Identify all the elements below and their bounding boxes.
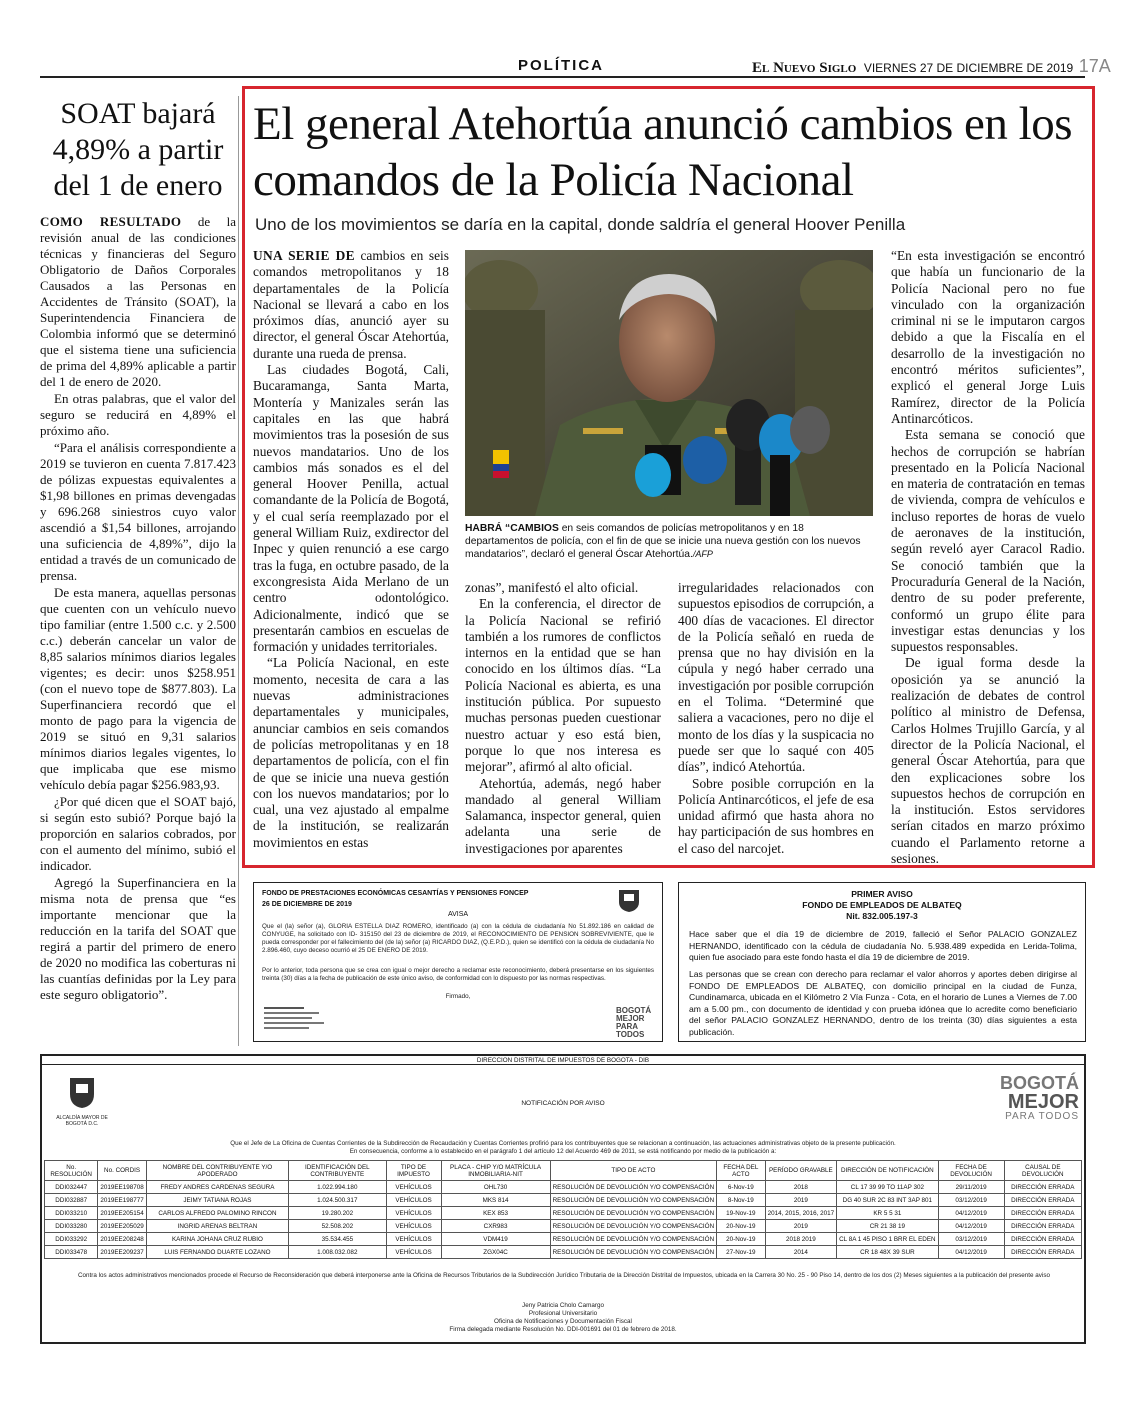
soat-body bbox=[40, 214, 236, 1004]
table-cell: DDI032887 bbox=[45, 1194, 98, 1207]
article-column-2 bbox=[465, 580, 661, 857]
table-cell: RESOLUCIÓN DE DEVOLUCIÓN Y/O COMPENSACIÓN bbox=[550, 1207, 717, 1220]
table-cell: KR 5 5 31 bbox=[837, 1207, 938, 1220]
article-paragraph: En la conferencia, el director de la Policía Nacional se refirió también a los rumores de conflictos internos en la entidad que se han conocido en los últimos días. “La Policía Nacional es abierta, es una institución pública. Por supuesto muchas personas pueden cuestionar nuestro actuar y eso está bien, porque lo que nos interesa es mejorar”, afirmó al alto oficial. bbox=[465, 596, 661, 775]
table-cell: 1.008.032.082 bbox=[289, 1246, 386, 1259]
foncep-date: 26 DE DICIEMBRE DE 2019 bbox=[262, 901, 352, 908]
table-cell: DIRECCIÓN ERRADA bbox=[1004, 1220, 1081, 1233]
table-cell: 03/12/2019 bbox=[938, 1194, 1004, 1207]
table-cell: 2018 2019 bbox=[765, 1233, 837, 1246]
article-column-3 bbox=[678, 580, 874, 857]
table-cell: 19-Nov-19 bbox=[717, 1207, 765, 1220]
table-cell: 20-Nov-19 bbox=[717, 1220, 765, 1233]
albateq-title-2: FONDO DE EMPLEADOS DE ALBATEQ bbox=[802, 900, 962, 910]
table-row bbox=[45, 1233, 1082, 1246]
table-header-cell: NOMBRE DEL CONTRIBUYENTE Y/O APODERADO bbox=[146, 1161, 288, 1181]
table-header-cell: No. RESOLUCIÓN bbox=[45, 1161, 98, 1181]
table-cell: 19.280.202 bbox=[289, 1207, 386, 1220]
table-cell: 2019EE198777 bbox=[98, 1194, 146, 1207]
notice-table-wrap bbox=[44, 1160, 1082, 1259]
article-lead: UNA SERIE DE bbox=[253, 248, 355, 263]
table-cell: RESOLUCIÓN DE DEVOLUCIÓN Y/O COMPENSACIÓN bbox=[550, 1233, 717, 1246]
soat-lead: COMO RESULTADO bbox=[40, 214, 182, 229]
table-cell: 2019EE198708 bbox=[98, 1181, 146, 1194]
table-header-cell: IDENTIFICACIÓN DEL CONTRIBUYENTE bbox=[289, 1161, 386, 1181]
table-cell: 2019EE209237 bbox=[98, 1246, 146, 1259]
signer-office: Oficina de Notificaciones y Documentación Fiscal bbox=[494, 1318, 632, 1325]
logo-mejor: MEJOR bbox=[1007, 1091, 1079, 1113]
table-body bbox=[45, 1181, 1082, 1259]
soat-paragraph: En otras palabras, que el valor del seguro se reducirá en 4,89% el próximo año. bbox=[40, 391, 236, 438]
caption-lead: HABRÁ “CAMBIOS bbox=[465, 523, 559, 534]
signer-name: Jeny Patricia Cholo Camargo bbox=[522, 1302, 604, 1309]
article-paragraph: cambios en seis comandos metropolitanos y 18 departamentales de la Policía Nacional se llevará a cabo en los próximos días, anunció ayer su director, el general Óscar Atehortúa, durante una rueda de prensa. bbox=[253, 248, 449, 361]
table-cell: RESOLUCIÓN DE DEVOLUCIÓN Y/O COMPENSACIÓN bbox=[550, 1194, 717, 1207]
table-cell: VEHÍCULOS bbox=[386, 1246, 441, 1259]
general-photo-illustration bbox=[465, 250, 873, 516]
notice-title: NOTIFICACIÓN POR AVISO bbox=[521, 1100, 605, 1107]
soat-headline: SOAT bajará 4,89% a partir del 1 de enero bbox=[52, 97, 224, 202]
article-column-4 bbox=[891, 248, 1085, 867]
notice-table bbox=[44, 1160, 1082, 1259]
article-paragraph: Sobre posible corrupción en la Policía Antinarcóticos, el jefe de esa unidad afirmó que hasta ahora no hay participación de sus hombres en el caso del narcojet. bbox=[678, 775, 874, 856]
table-cell: 04/12/2019 bbox=[938, 1246, 1004, 1259]
paper-name: El Nuevo Siglo bbox=[752, 60, 857, 76]
bogota-seal-icon bbox=[616, 887, 642, 913]
table-cell: VEHÍCULOS bbox=[386, 1220, 441, 1233]
table-cell: 2019EE208248 bbox=[98, 1233, 146, 1246]
table-row bbox=[45, 1246, 1082, 1259]
table-cell: CR 18 48X 39 SUR bbox=[837, 1246, 938, 1259]
table-cell: DDI033478 bbox=[45, 1246, 98, 1259]
article-photo bbox=[465, 250, 873, 516]
dib-notice bbox=[40, 1054, 1086, 1344]
page-number: 17A bbox=[1078, 56, 1111, 76]
table-cell: VEHÍCULOS bbox=[386, 1233, 441, 1246]
article-paragraph: De igual forma desde la oposición ya se anunció la realización de debates de control político al ministro de Defensa, Carlos Holmes Trujillo García, y al director de la Policía Nacional, el general Óscar Atehortúa, para que den explicaciones sobre los supuestos hechos de corrupción en la institución. Estos servidores serían citados en marzo próximo cuando el Parlamento retorne a sesiones. bbox=[891, 655, 1085, 866]
notice-intro-2: En consecuencia, conforme a lo establecido en el parágrafo 1 del artículo 12 del Acuerdo 469 de 2011, se está notificando por medio de la publicación a: bbox=[349, 1148, 777, 1155]
table-cell: LUIS FERNANDO DUARTE LOZANO bbox=[146, 1246, 288, 1259]
table-row bbox=[45, 1207, 1082, 1220]
foncep-sign: Firmado, bbox=[445, 993, 471, 1000]
table-cell: 1.022.994.180 bbox=[289, 1181, 386, 1194]
table-cell: 04/12/2019 bbox=[938, 1220, 1004, 1233]
section-name: POLÍTICA bbox=[518, 57, 604, 74]
albateq-notice bbox=[678, 882, 1086, 1042]
table-cell: FREDY ANDRES CARDENAS SEGURA bbox=[146, 1181, 288, 1194]
table-cell: 29/11/2019 bbox=[938, 1181, 1004, 1194]
table-cell: 2019EE205029 bbox=[98, 1220, 146, 1233]
logo-para-todos: PARA TODOS bbox=[1005, 1111, 1079, 1122]
foncep-fineprint bbox=[264, 1007, 334, 1035]
table-cell: RESOLUCIÓN DE DEVOLUCIÓN Y/O COMPENSACIÓN bbox=[550, 1220, 717, 1233]
albateq-title-1: PRIMER AVISO bbox=[851, 889, 913, 899]
table-header-cell: No. CORDIS bbox=[98, 1161, 146, 1181]
table-cell: OHL730 bbox=[441, 1181, 550, 1194]
alcaldia-seal-text: ALCALDÍA MAYOR DE BOGOTÁ D.C. bbox=[56, 1115, 108, 1127]
table-cell: 2019 bbox=[765, 1194, 837, 1207]
table-header-cell: PLACA - CHIP Y/O MATRÍCULA INMOBILIARIA-NIT bbox=[441, 1161, 550, 1181]
table-cell: DIRECCIÓN ERRADA bbox=[1004, 1246, 1081, 1259]
table-row bbox=[45, 1220, 1082, 1233]
soat-paragraph: De esta manera, aquellas personas que cuenten con un vehículo nuevo tipo familiar (entre 1.500 c.c. y 2.500 c.c.) deberán cancelar un valor de 8,85 salarios mínimos diarios legales vigentes; es decir: unos $258.951 (con el nuevo tope de $877.803). La Superfinanciera recordó que el monto de pago para la vigencia de 2019 se situó en 9,31 salarios mínimos diarios legales vigentes, lo que implicaba que ese mismo vehículo debía pagar $256.983,93. bbox=[40, 585, 236, 792]
article-paragraph: Atehortúa, además, negó haber mandado al general William Salamanca, inspector general, quien adelanta una serie de investigaciones por aparentes bbox=[465, 775, 661, 856]
issue-date: VIERNES 27 DE DICIEMBRE DE 2019 bbox=[863, 61, 1074, 75]
masthead bbox=[752, 56, 1111, 77]
table-cell: CARLOS ALFREDO PALOMINO RINCON bbox=[146, 1207, 288, 1220]
table-cell: 1.024.500.317 bbox=[289, 1194, 386, 1207]
table-header-cell: DIRECCIÓN DE NOTIFICACIÓN bbox=[837, 1161, 938, 1181]
table-cell: 04/12/2019 bbox=[938, 1207, 1004, 1220]
table-header-cell: TIPO DE IMPUESTO bbox=[386, 1161, 441, 1181]
foncep-title: FONDO DE PRESTACIONES ECONÓMICAS CESANTÍAS Y PENSIONES FONCEP bbox=[262, 890, 529, 897]
table-row bbox=[45, 1181, 1082, 1194]
table-cell: DIRECCIÓN ERRADA bbox=[1004, 1194, 1081, 1207]
soat-paragraph: Agregó la Superfinanciera en la misma nota de prensa que “es importante mencionar que la reducción en la tarifa del SOAT que regirá a partir del primero de enero de 2020 no modifica las coberturas ni las cuantías definidas por la Ley para este seguro obligatorio”. bbox=[40, 875, 236, 1002]
soat-paragraph: de la revisión anual de las condiciones técnicas y financieras del Seguro Obligatorio de Daños Corporales Causados a las Personas en Accidentes de Tránsito (SOAT), la Superintendencia Financiera de Colombia informó que se determinó que el sistema tiene una suficiencia de prima del 4,89% aplicable a partir del 1 de enero de 2020. bbox=[40, 214, 236, 389]
table-cell: VDM419 bbox=[441, 1233, 550, 1246]
table-cell: 2014 bbox=[765, 1246, 837, 1259]
table-cell: RESOLUCIÓN DE DEVOLUCIÓN Y/O COMPENSACIÓN bbox=[550, 1181, 717, 1194]
bogota-mejor-logo bbox=[974, 1074, 1079, 1122]
article-paragraph: “La Policía Nacional, en este momento, necesita de cara a las nuevas administraciones departamentales y municipales, anunciar cambios en seis comandos de policías metropolitanas y en 18 departamentos de policía, con el fin de que se inicie una nueva gestión con los nuevos mandatarios; por lo cual, una vez ajustado al empalme de la institución, se realizarán movimientos en estas bbox=[253, 655, 449, 850]
table-cell: 2018 bbox=[765, 1181, 837, 1194]
article-headline: El general Atehortúa anunció cambios en los comandos de la Policía Nacional bbox=[253, 98, 1073, 206]
albateq-heading bbox=[679, 889, 1085, 922]
table-cell: DIRECCIÓN ERRADA bbox=[1004, 1233, 1081, 1246]
table-cell: 20-Nov-19 bbox=[717, 1233, 765, 1246]
header-rule bbox=[40, 76, 1085, 78]
bogota-mejor-logo: BOGOTÁ MEJOR PARA TODOS bbox=[616, 1006, 652, 1039]
foncep-body-2: Por lo anterior, toda persona que se crea con igual o mejor derecho a reclamar este reconocimiento, deberá presentarse en los siguientes treinta (30) días a la fecha de publicación de este único aviso, de conformidad con lo dispuesto por las normas respectivas. bbox=[262, 967, 654, 982]
caption-text: en seis comandos de policías metropolitanos y en 18 departamentos de policía, con el fin de que se inicie una nueva gestión con los nuevos mandatarios”, declaró el general Óscar Atehortúa. bbox=[465, 523, 861, 560]
article-paragraph: Las ciudades Bogotá, Cali, Bucaramanga, Santa Marta, Montería y Manizales serán las capitales en las que habrá movimientos tras la posesión de sus nuevos mandatarios. Uno de los cambios más sonados es el del general Hoover Penilla, actual comandante de la Policía de Bogotá, y el cual sería reemplazado por el general William Ruiz, exdirector del Inpec y quien renunció a ese cargo tras la fuga, en octubre pasado, de la excongresista Aida Merlano de un centro odontológico. Adicionalmente, indicó que se presentarán cambios en escuelas de formación y unidades territoriales. bbox=[253, 362, 449, 655]
table-cell: VEHÍCULOS bbox=[386, 1207, 441, 1220]
notice-footer: Contra los actos administrativos mencionados procede el Recurso de Reconsideración que deberá interponerse ante la Oficina de Recursos Tributarios de la Subdirección Jurídico Tributaria de la Dirección Distrital de Impuestos, ubicada en la Carrera 30 No. 25 - 90 Piso 14, dentro de los dos (2) Meses siguientes a la publicación del presente aviso bbox=[78, 1272, 1050, 1279]
table-cell: 35.534.455 bbox=[289, 1233, 386, 1246]
column-rule bbox=[238, 96, 239, 1046]
table-cell: CL 8A 1 45 PISO 1 BRR EL EDEN bbox=[837, 1233, 938, 1246]
signer-role: Profesional Universitario bbox=[528, 1310, 598, 1317]
notice-signature bbox=[42, 1302, 1084, 1334]
table-cell: DIRECCIÓN ERRADA bbox=[1004, 1181, 1081, 1194]
table-header-cell: PERÍODO GRAVABLE bbox=[765, 1161, 837, 1181]
table-cell: 6-Nov-19 bbox=[717, 1181, 765, 1194]
article-column-1 bbox=[253, 248, 449, 851]
table-cell: DDI032447 bbox=[45, 1181, 98, 1194]
article-paragraph: irregularidades relacionados con supuestos episodios de corrupción, a 400 días de vacaciones. El director de la Policía señaló en rueda de prensa que no hay división en la cúpula y negó haber cerrado una investigación por posible corrupción en el Tolima. “Determiné que saliera a vacaciones, pero no dije el monto de los días y la suspicacia no puede ser que lo saqué con 405 días”, indicó Atehortúa. bbox=[678, 580, 874, 775]
table-cell: 03/12/2019 bbox=[938, 1233, 1004, 1246]
foncep-label: AVISA bbox=[447, 911, 469, 918]
table-header-cell: TIPO DE ACTO bbox=[550, 1161, 717, 1181]
table-cell: 8-Nov-19 bbox=[717, 1194, 765, 1207]
table-header-cell: CAUSAL DE DEVOLUCIÓN bbox=[1004, 1161, 1081, 1181]
albateq-paragraph-1: Hace saber que el día 19 de diciembre de 2019, falleció el Señor PALACIO GONZALEZ HERNANDO, identificado con la cédula de ciudadanía No. 5.938.489 expedida en Lerida-Tolima, quien fue asociado para este fondo hasta el día 19 de diciembre de 2019. bbox=[689, 929, 1077, 962]
table-cell: KARINA JOHANA CRUZ RUBIO bbox=[146, 1233, 288, 1246]
photo-credit: /AFP bbox=[692, 549, 713, 559]
notice-intro-1: Que el Jefe de La Oficina de Cuentas Corrientes de la Subdirección de Recaudación y Cuentas Corrientes profirió para los contribuyentes que se relacionan a continuación, las actuaciones administrativas objeto de la presente publicación. bbox=[230, 1140, 896, 1147]
logo-bogota: BOGOTÁ bbox=[1000, 1073, 1079, 1093]
table-cell: 52.508.202 bbox=[289, 1220, 386, 1233]
table-cell: MKS 814 bbox=[441, 1194, 550, 1207]
table-cell: ZGX04C bbox=[441, 1246, 550, 1259]
soat-paragraph: ¿Por qué dicen que el SOAT bajó, si según esto subió? Porque bajó la proporción en salarios cobrados, por con el aumento del mínimo, subió el indicador. bbox=[40, 794, 236, 873]
table-cell: DIRECCIÓN ERRADA bbox=[1004, 1207, 1081, 1220]
albateq-nit: Nit. 832.005.197-3 bbox=[846, 911, 918, 921]
table-cell: VEHÍCULOS bbox=[386, 1194, 441, 1207]
article-paragraph: zonas”, manifestó el alto oficial. bbox=[465, 580, 639, 595]
photo-caption bbox=[465, 522, 875, 561]
table-cell: CR 21 38 19 bbox=[837, 1220, 938, 1233]
dib-top-title: DIRECCION DISTRITAL DE IMPUESTOS DE BOGOTA - DIB bbox=[42, 1056, 1084, 1065]
table-cell: 2019 bbox=[765, 1220, 837, 1233]
soat-paragraph: “Para el análisis correspondiente a 2019 se tuvieron en cuenta 7.817.423 de pólizas expuestas equivalentes a $1,98 billones en primas devengadas y 696.268 siniestros cuyo valor ascendió a $1,54 billones, arrojando una suficiencia de 4,89%”, dijo la entidad a través de un comunicado de prensa. bbox=[40, 440, 236, 583]
table-header-cell: FECHA DEL ACTO bbox=[717, 1161, 765, 1181]
table-cell: 2019EE205154 bbox=[98, 1207, 146, 1220]
table-cell: JEIMY TATIANA ROJAS bbox=[146, 1194, 288, 1207]
table-header-cell: FECHA DE DEVOLUCIÓN bbox=[938, 1161, 1004, 1181]
foncep-notice bbox=[253, 882, 663, 1042]
article-paragraph: “En esta investigación se encontró que había un funcionario de la Policía Nacional pero no fue vinculado con la organización criminal ni se le imputaron cargos debido a que la Fiscalía en el desarrollo de la investigación no encontró méritos suficientes”, explicó el general Jorge Luis Ramírez, director de la Policía Antinarcóticos. bbox=[891, 248, 1085, 426]
table-cell: DDI033210 bbox=[45, 1207, 98, 1220]
table-cell: DDI033292 bbox=[45, 1233, 98, 1246]
table-cell: CL 17 39 99 TO 11AP 302 bbox=[837, 1181, 938, 1194]
table-cell: INGRID ARENAS BELTRAN bbox=[146, 1220, 288, 1233]
table-cell: CXR983 bbox=[441, 1220, 550, 1233]
table-header-row bbox=[45, 1161, 1082, 1181]
table-cell: 27-Nov-19 bbox=[717, 1246, 765, 1259]
table-row bbox=[45, 1194, 1082, 1207]
table-cell: RESOLUCIÓN DE DEVOLUCIÓN Y/O COMPENSACIÓN bbox=[550, 1246, 717, 1259]
albateq-paragraph-2: Las personas que se crean con derecho para reclamar el valor ahorros y aportes deben dirigirse al FONDO DE EMPLEADOS DE ALBATEQ, con domicilio principal en la ciudad de Funza, Cundinamarca, ubicada en el Kilómetro 2 Vía Funza - Cota, en el horario de Lunes a Viernes de 7.00 am a 5.00 pm., con documento de identidad y con prueba idónea que lo acredite como beneficiario del señor PALACIO GONZALEZ HERNANDO, dentro de los treinta (30) días siguientes a esta publicación. bbox=[689, 969, 1077, 1037]
signer-delegation: Firma delegada mediante Resolución No. DDI-001691 del 01 de febrero de 2018. bbox=[449, 1326, 677, 1333]
foncep-body: Que el (la) señor (a), GLORIA ESTELLA DIAZ ROMERO, identificado (a) con la cédula de ciudadanía No 51.892.186 en calidad de CONYUGE, ha solicitado con ID- 315150 del 23 de diciembre de 2019, el RECONOCIMIENTO DE PENSION SOBREVIVIENTE, que le pueda corresponder por el fallecimiento del (de la) señor (a) RICARDO DIAZ, (Q.E.P.D.), quien se identificó con la cédula de ciudadanía No 2.896.460, cuyo deceso ocurrió el 25 DE ENERO DE 2019. bbox=[262, 923, 654, 954]
table-cell: 2014, 2015, 2016, 2017 bbox=[765, 1207, 837, 1220]
table-cell: KEX 853 bbox=[441, 1207, 550, 1220]
table-cell: DDI033280 bbox=[45, 1220, 98, 1233]
article-paragraph: Esta semana se conoció que hechos de corrupción se habrían presentado en la Policía Nacional en materia de contratación en temas de vivienda, compra de vehículos e incluso reportes de horas de vuelo de aeronaves de la institución, según reveló ayer Caracol Radio. Se conoció también que la Procuraduría General de la Nación, dentro de su poder preferente, conformó un grupo élite para investigar estas denuncias y los supuestos responsables. bbox=[891, 427, 1085, 655]
table-cell: DG 40 SUR 2C 83 INT 3AP 801 bbox=[837, 1194, 938, 1207]
table-cell: VEHÍCULOS bbox=[386, 1181, 441, 1194]
article-subhead: Uno de los movimientos se daría en la capital, donde saldría el general Hoover Penilla bbox=[255, 215, 906, 234]
